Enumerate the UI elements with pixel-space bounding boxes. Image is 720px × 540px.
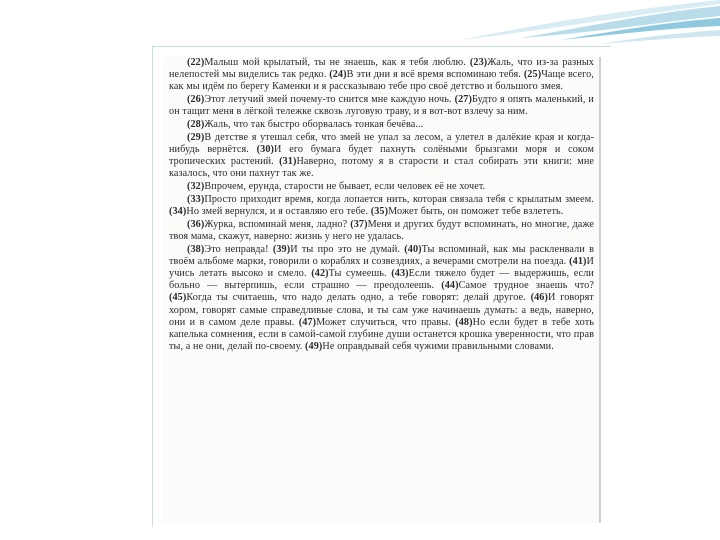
sentence-number: (39) — [272, 243, 291, 255]
paragraph — [169, 57, 594, 94]
sentence-number: (43) — [391, 267, 409, 279]
sentence-text: Может случиться, что правы. — [316, 316, 451, 328]
sentence-text: Это неправда! — [204, 243, 269, 255]
sentence-text: Самое трудное знаешь что? — [458, 280, 594, 292]
sentence-number: (34) — [169, 205, 187, 217]
paragraph — [169, 132, 594, 181]
paragraph — [169, 181, 594, 193]
sentence-number: (40) — [404, 243, 422, 255]
paragraph — [169, 244, 594, 354]
sentence-text: Может быть, он поможет тебе взлететь. — [388, 205, 564, 217]
sentence-number: (23) — [469, 57, 488, 68]
sentence-number: (46) — [530, 292, 548, 304]
scanned-text-page — [163, 57, 601, 523]
sentence-number: (35) — [370, 205, 389, 217]
sentence-number: (37) — [350, 218, 368, 230]
sentence-text: Ты вспоминай, как мы раскленвали в твоём альбоме марки, говорили о кораблях и созвездиях, а вечерами смотрели на поезда. — [169, 243, 594, 267]
sentence-text: В детстве я утешал себя, что змей не упал за лесом, а улетел в далёкие края и когда-нибудь вернётся. — [169, 131, 594, 155]
sentence-text: Ты сумеешь. — [328, 267, 387, 279]
sentence-number: (36) — [187, 218, 205, 230]
sentence-number: (29) — [187, 131, 205, 143]
sentence-text: Когда ты считаешь, что надо делать одно, а тебе говорят: делай другое. — [186, 292, 526, 304]
sentence-text: Этот летучий змей почему-то снится мне каждую ночь. — [204, 94, 452, 106]
sentence-text: Будто я опять маленький, и он тащит меня в лёгкой тележке сквозь луговую траву, и я вот-вот взлечу за ним. — [169, 94, 594, 118]
sentence-number: (30) — [256, 143, 275, 155]
sentence-text: И говорят хором, говорят самые справедливые слова, и ты сам уже начинаешь думать: а ведь, наверно, они и в самом деле правы. — [169, 292, 594, 328]
sentence-text: Не оправдывай себя чужими правильными словами. — [322, 341, 554, 353]
sentence-text: Но если будет в тебе хоть капелька сомнения, если в самой-самой глубине души останется крошка уверенности, что прав ты, а не они, делай по-своему. — [169, 316, 594, 353]
sentence-text: Но змей вернулся, и я оставляю его тебе. — [186, 205, 369, 217]
sentence-number: (26) — [187, 94, 205, 106]
sentence-number: (32) — [187, 181, 205, 193]
sentence-number: (45) — [169, 292, 187, 304]
sentence-text: Просто приходит время, когда лопается нить, которая связала тебя с крылатым змеем. — [204, 193, 594, 205]
paragraph — [169, 219, 594, 243]
sentence-number: (41) — [569, 255, 587, 267]
sentence-number: (38) — [187, 243, 205, 255]
sentence-text: Наверно, потому я в старости и стал собирать эти книги: мне казалось, что они пахнут так же. — [169, 156, 594, 180]
sentence-number: (31) — [279, 156, 297, 168]
sentence-number: (28) — [187, 119, 205, 131]
sentence-text: Впрочем, ерунда, старости не бывает, если человек её не хочет. — [204, 181, 486, 193]
sentence-text: Жаль, что так быстро оборвалась тонкая бечёва... — [204, 119, 424, 131]
sentence-text: И его бумага будет пахнуть солёными брызгами моря и соком тропических растений. — [169, 143, 594, 168]
sentence-number: (42) — [311, 267, 329, 279]
sentence-text: Если тяжело будет — выдержишь, если больно — вытерпишь, если страшно — преодолеешь. — [169, 267, 594, 292]
sentence-text: В эти дни я всё время вспоминаю тебя. — [346, 69, 521, 81]
sentence-text: Чаще всего, как мы идём по берегу Каменки и я рассказываю тебе про своё детство и большого змея. — [169, 69, 595, 93]
sentence-number: (24) — [329, 69, 347, 81]
paragraph — [169, 119, 594, 131]
sentence-text: Жаль, что из-за разных нелепостей мы виделись так редко. — [169, 57, 594, 81]
text-body — [163, 57, 599, 353]
sentence-number: (44) — [441, 280, 459, 292]
sentence-text: Журка, вспоминай меня, ладно? — [204, 218, 348, 230]
sentence-number: (22) — [187, 57, 205, 68]
sentence-number: (47) — [298, 316, 317, 328]
sentence-text: Меня и других будут вспоминать, но многие, даже твоя мама, скажут, наверно: жизнь у него не удалась. — [169, 218, 594, 242]
sentence-number: (27) — [454, 94, 472, 106]
sentence-number: (49) — [305, 341, 323, 353]
sentence-text: И ты про это не думай. — [290, 243, 401, 255]
sentence-number: (48) — [455, 316, 473, 328]
paragraph — [169, 194, 594, 218]
sentence-text: Малыш мой крылатый, ты не знаешь, как я тебя люблю. — [204, 57, 466, 68]
sentence-number: (33) — [187, 193, 205, 205]
sentence-text: И учись летать высоко и смело. — [169, 255, 594, 279]
sentence-number: (25) — [523, 69, 542, 81]
paragraph — [169, 94, 594, 118]
